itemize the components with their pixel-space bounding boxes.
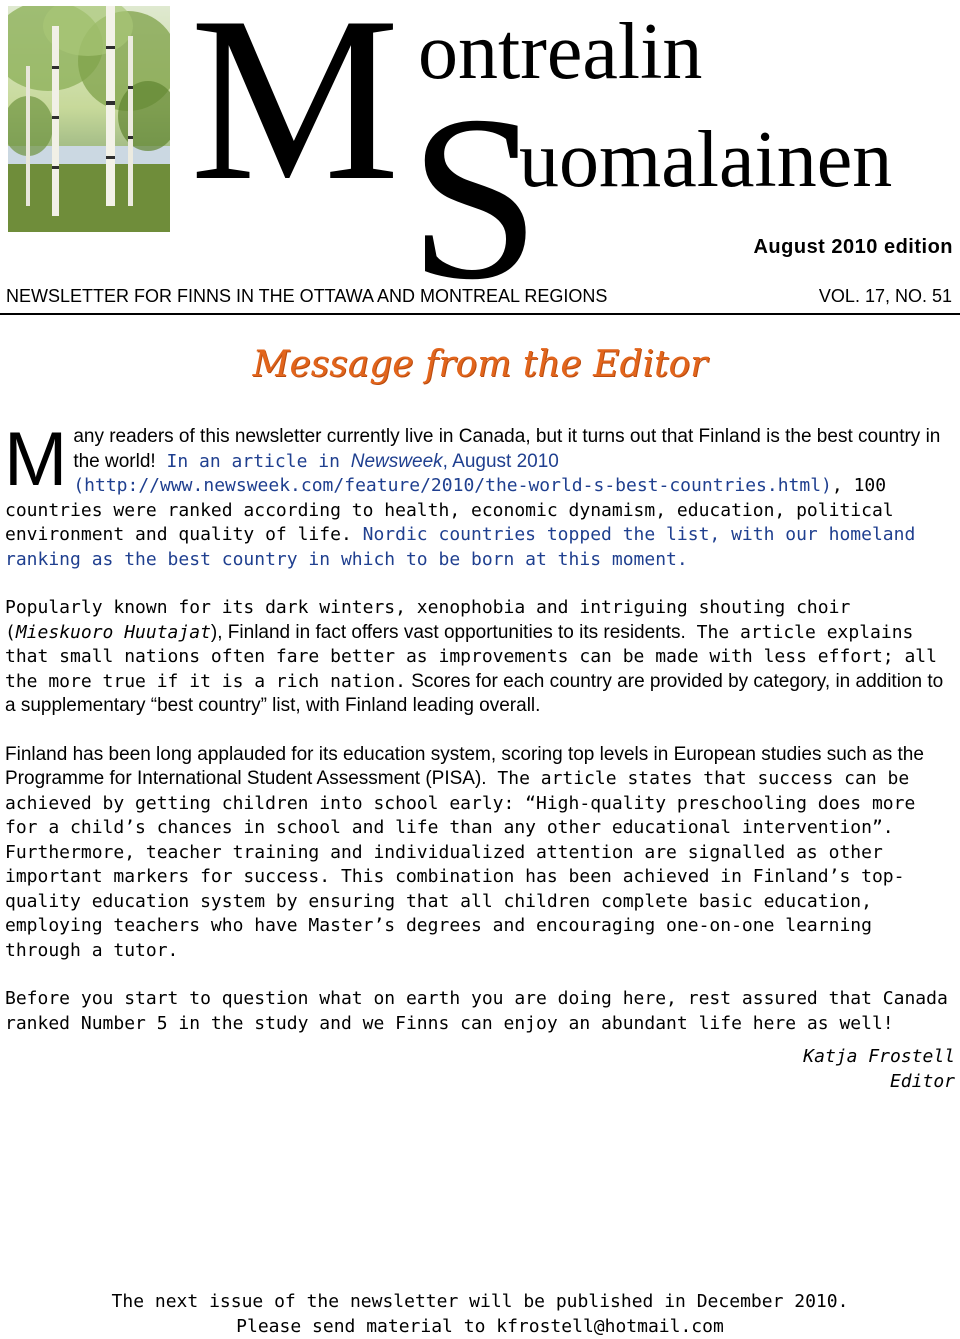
article-paragraph-3 [5, 743, 950, 964]
paragraph-text: Popularly known for its dark winters, xenophobia and intriguing shouting choir ( [5, 597, 851, 643]
article-url[interactable]: (http://www.newsweek.com/feature/2010/the-world-s-best-countries.html) [73, 475, 832, 496]
newsletter-subtitle: NEWSLETTER FOR FINNS IN THE OTTAWA AND MONTREAL REGIONS [6, 286, 608, 306]
paragraph-text: any readers of this newsletter currently live in Canada, but it turns out that Finland is the best country in the world! [73, 426, 941, 472]
paragraph-text: , 100 countries were ranked according to health, economic dynamism, education, political environment and quality of life. [5, 475, 894, 545]
paragraph-text: ), Finland in fact offers vast opportunities to its residents. [210, 621, 686, 643]
drop-cap: M [4, 417, 68, 502]
paragraph-text: The article explains that small nations often fare better as improvements can be made with less effort; all the more true if it is a rich nation. [5, 621, 937, 692]
signature-name: Katja Frostell [803, 1046, 955, 1067]
article-paragraph-4: Before you start to question what on earth you are doing here, rest assured that Canada ranked Number 5 in the study and we Finns can enjoy an abundant life here as well! [5, 988, 948, 1034]
paragraph-text: In an article in [155, 450, 351, 472]
masthead-initial-s: S [409, 68, 541, 329]
edition-label: August 2010 edition [753, 236, 953, 258]
masthead-divider [0, 313, 960, 315]
masthead-title-line1: ontrealin [418, 8, 703, 96]
paragraph-text: This combination has been achieved in Finland’s top-quality education system by ensuring that all children complete basic education, employing teachers who have Master’s degrees and encouraging one-on-one learning through a tutor. [5, 866, 905, 961]
paragraph-text: Scores for each country are provided by category, in addition to a supplementary “best country” list, with Finland leading overall. [5, 670, 944, 716]
article-body [4, 417, 950, 1060]
masthead-title-line2: uomalainen [519, 116, 893, 204]
footer-note [0, 1289, 960, 1339]
magazine-name: Newsweek [350, 450, 443, 472]
signature [803, 1044, 955, 1094]
paragraph-text: Nordic countries topped the list, with our homeland ranking as the best country in which to be born at this moment. [5, 524, 916, 570]
choir-name: Mieskuoro Huutajat [15, 621, 211, 643]
paragraph-text: , August 2010 [442, 450, 559, 472]
next-issue-note: The next issue of the newsletter will be published in December 2010. [111, 1291, 849, 1312]
paragraph-text: Finland has been long applauded for its education system, scoring top levels in European studies such as the Programme for International Student Assessment (PISA). [5, 743, 924, 789]
article-paragraph-2 [5, 596, 950, 719]
paragraph-text: The article states that success can be achieved by getting children into school early: “High-quality preschooling does more for a child’s chances in school and life than any other educational intervention”. [5, 768, 916, 838]
article-paragraph-1 [4, 417, 950, 572]
birch-trees-photo [8, 6, 170, 232]
signature-role: Editor [889, 1071, 955, 1092]
paragraph-text: Furthermore, teacher training and individualized attention are signalled as other important markers for success. [5, 841, 883, 887]
masthead-initial-m: M [190, 0, 400, 230]
volume-number: VOL. 17, NO. 51 [818, 286, 952, 306]
article-heading: Message from the Editor [252, 344, 708, 385]
masthead-subline [6, 286, 952, 307]
contact-note: Please send material to kfrostell@hotmail.com [236, 1316, 724, 1337]
